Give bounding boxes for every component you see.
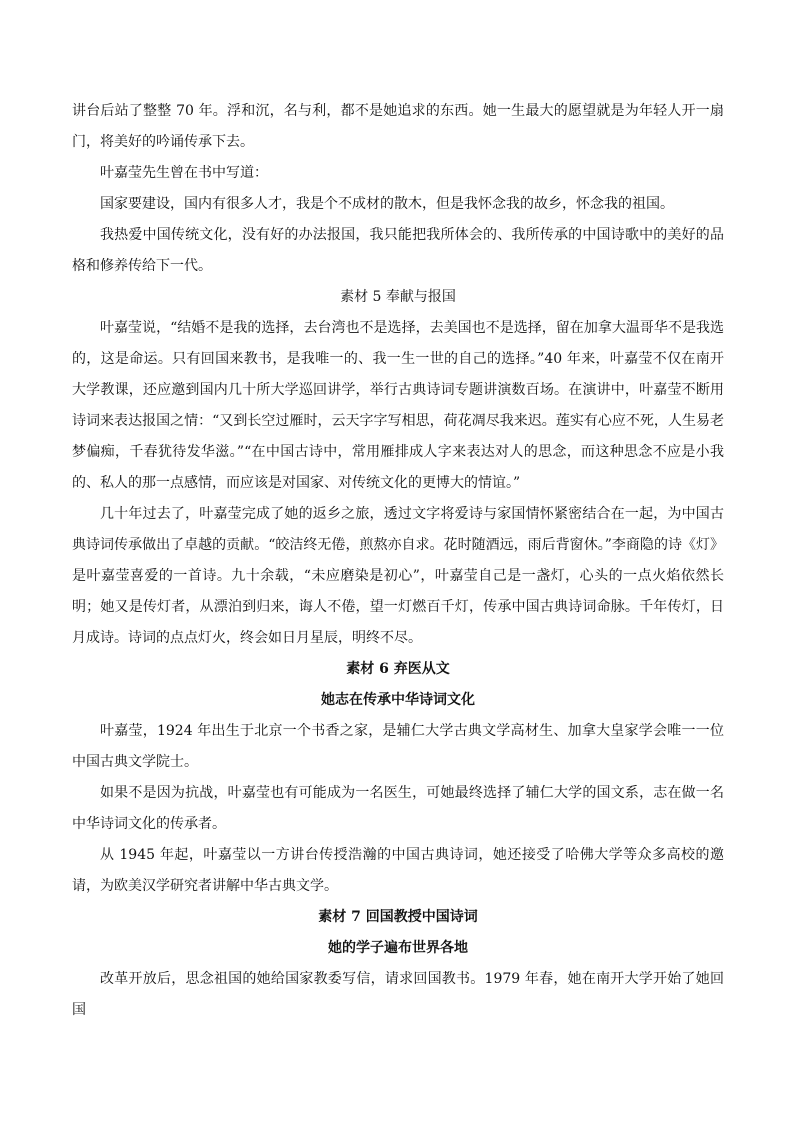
document-page: [72, 96, 724, 1026]
paragraph: 叶嘉莹，1924 年出生于北京一个书香之家，是辅仁大学古典文学高材生、加拿大皇家学会唯一一位中国古典文学院士。: [72, 723, 724, 770]
paragraph: 国家要建设，国内有很多人才，我是个不成材的散木，但是我怀念我的故乡，怀念我的祖国。: [100, 196, 674, 212]
paragraph: 改革开放后，思念祖国的她给国家教委写信，请求回国教书。1979 年春，她在南开大学开始了她回国: [72, 971, 724, 1018]
paragraph: 从 1945 年起，叶嘉莹以一方讲台传授浩瀚的中国古典诗词，她还接受了哈佛大学等众多高校的邀请，为欧美汉学研究者讲解中华古典文学。: [72, 847, 724, 894]
section-heading-7: 素材 7 回国教授中国诗词: [318, 909, 478, 925]
paragraph: 如果不是因为抗战，叶嘉莹也有可能成为一名医生，可她最终选择了辅仁大学的国文系，志在做一名中华诗词文化的传承者。: [72, 785, 724, 832]
paragraph: 讲台后站了整整 70 年。浮和沉，名与利，都不是她追求的东西。她一生最大的愿望就是为年轻人开一扇门，将美好的吟诵传承下去。: [72, 103, 724, 150]
paragraph: 叶嘉莹先生曾在书中写道：: [100, 165, 268, 181]
paragraph: 叶嘉莹说，“结婚不是我的选择，去台湾也不是选择，去美国也不是选择，留在加拿大温哥华不是我选的，这是命运。只有回国来教书，是我唯一的、我一生一世的自己的选择。”40 年来，叶嘉莹不仅在南开大学教课，还应邀到国内几十所大学巡回讲学，举行古典诗词专题讲演数百场。在演讲中，叶嘉莹不断用诗词来表达报国之情：“又到长空过雁时，云天字字写相思，荷花凋尽我来迟。莲实有心应不死，人生易老梦偏痴，千春犹待发华滋。”“在中国古诗中，常用雁排成人字来表达对人的思念，而这种思念不应是小我的、私人的那一点感情，而应该是对国家、对传统文化的更博大的情谊。”: [72, 320, 724, 491]
section-subheading-7: 她的学子遍布世界各地: [328, 940, 468, 956]
section-heading-5: 素材 5 奉献与报国: [340, 289, 456, 305]
section-subheading-6: 她志在传承中华诗词文化: [321, 692, 475, 708]
paragraph: 我热爱中国传统文化，没有好的办法报国，我只能把我所体会的、我所传承的中国诗歌中的美好的品格和修养传给下一代。: [72, 227, 724, 274]
section-heading-6: 素材 6 弃医从文: [346, 661, 450, 677]
paragraph: 几十年过去了，叶嘉莹完成了她的返乡之旅，透过文字将爱诗与家国情怀紧密结合在一起，为中国古典诗词传承做出了卓越的贡献。“皎洁终无倦，煎熬亦自求。花时随酒远，雨后背窗休。”李商隐的诗《灯》是叶嘉莹喜爱的一首诗。九十余载，“未应磨染是初心”，叶嘉莹自己是一盏灯，心头的一点火焰依然长明；她又是传灯者，从漂泊到归来，诲人不倦，望一灯燃百千灯，传承中国古典诗词命脉。千年传灯，日月成诗。诗词的点点灯火，终会如日月星辰，明终不尽。: [72, 506, 724, 646]
